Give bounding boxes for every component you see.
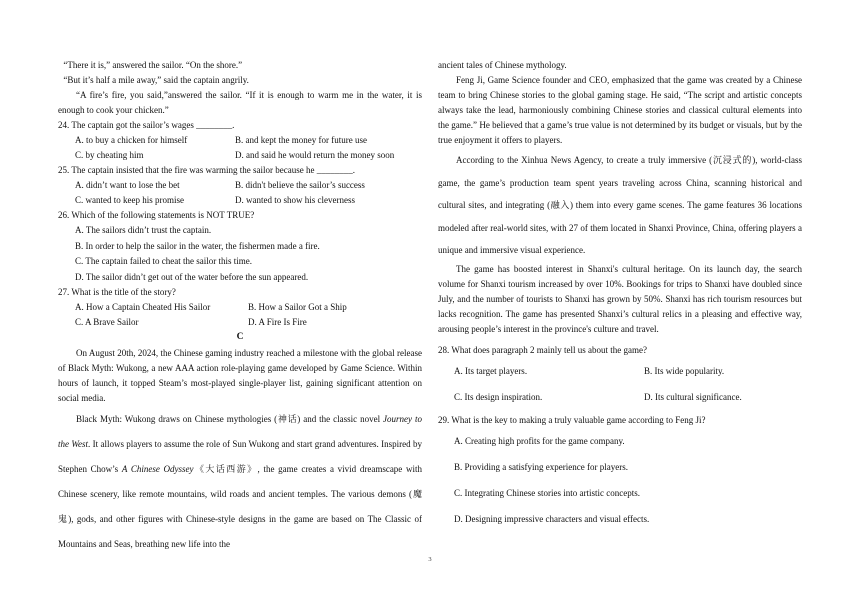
option-c: C. by cheating him (75, 150, 144, 160)
question-stem: 29. What is the key to making a truly valuable game according to Feng Ji? (438, 414, 706, 425)
option-d: D. The sailor didn’t get out of the water before the sun appeared. (75, 271, 309, 282)
question-25 (58, 163, 422, 208)
dialog-line: “A fire’s fire, you said,”answered the sailor. “If it is enough to warm me in the water, it is enough to cook your chicken.” (58, 90, 422, 115)
question-stem: 28. What does paragraph 2 mainly tell us about the game? (438, 344, 648, 355)
options (58, 178, 422, 208)
option-a: A. Creating high profits for the game company. (454, 435, 625, 446)
book-title: Journey to the West (58, 414, 422, 450)
left-column (58, 58, 422, 557)
options (58, 300, 422, 330)
options (438, 428, 802, 532)
question-stem: 24. The captain got the sailor’s wages ________. (58, 120, 235, 130)
question-stem: 27. What is the title of the story? (58, 287, 176, 298)
option-c: C. A Brave Sailor (75, 317, 139, 328)
question-stem: 25. The captain insisted that the fire was warming the sailor because he ________. (58, 165, 355, 175)
question-27 (58, 285, 422, 330)
passage-paragraph: Feng Ji, Game Science founder and CEO, emphasized that the game was created by a Chinese team to bring Chinese stories to the global gaming stage. He said, “The script and artistic concepts always take the lead, harmoniously combining Chinese stories and classical cultural elements into the game.” He believed that a game’s true value is not determined by its budget or visuals, but by the true enjoyment it offers to players. (438, 75, 802, 145)
option-d: D. wanted to show his cleverness (235, 195, 355, 205)
section-heading: C (236, 332, 244, 343)
question-28 (438, 343, 802, 410)
option-c: C. The captain failed to cheat the sailor this time. (75, 256, 253, 267)
option-b: B. and kept the money for future use (235, 135, 367, 145)
option-d: D. Its cultural significance. (644, 391, 742, 402)
option-c: C. Its design inspiration. (454, 391, 543, 402)
option-d: D. A Fire Is Fire (248, 317, 307, 328)
paragraph-text: 《大话西游》, the game creates a vivid dreamscape with Chinese scenery, like remote mountains, wild roads and ancient temples. The various demons (魔鬼), gods, and other figures with Chinese-style designs in the game are based on The Classic of Mountains and Seas, breathing new life into the (58, 464, 422, 550)
question-26 (58, 208, 422, 285)
option-d: D. and said he would return the money soon (235, 150, 395, 160)
paragraph-text: . It allows players to assume the role of Sun Wukong and start grand adventures. Inspired by Stephen Chow’s (58, 439, 422, 475)
option-c: C. wanted to keep his promise (75, 195, 184, 205)
option-b: B. Providing a satisfying experience for players. (454, 461, 628, 472)
options (58, 223, 422, 285)
options (58, 133, 422, 163)
question-24 (58, 118, 422, 163)
option-b: B. In order to help the sailor in the water, the fishermen made a fire. (75, 240, 320, 251)
passage-paragraph: According to the Xinhua News Agency, to create a truly immersive (沉浸式的), world-class game, the game’s production team spent years traveling across China, scanning historical and cultural sites, and integrating (融入) them into every game scenes. The game features 36 locations modeled after real-world sites, with 27 of them located in Shanxi Province, China, offering players a unique and immersive visual experience. (438, 155, 802, 255)
option-b: B. didn't believe the sailor’s success (235, 180, 365, 190)
option-a: A. How a Captain Cheated His Sailor (75, 302, 211, 313)
passage-paragraph: The game has boosted interest in Shanxi's cultural heritage. On its launch day, the search volume for Shanxi tourism increased by over 10%. Bookings for trips to Shanxi have doubled since July, and the number of tourists to Shanxi has grown by 50%. Shanxi has rich tourism resources but lacks recognition. The game has presented Shanxi’s cultural relics in a pleasing and effective way, arousing people’s interest in the province's culture and travel. (438, 263, 802, 334)
options (438, 358, 802, 410)
option-a: A. The sailors didn’t trust the captain. (75, 225, 212, 235)
right-column (438, 58, 802, 532)
option-b: B. Its wide popularity. (644, 365, 725, 376)
dialog-line: “There it is,” answered the sailor. “On the shore.” (63, 60, 243, 70)
passage-paragraph: On August 20th, 2024, the Chinese gaming industry reached a milestone with the global release of Black Myth: Wukong, a new AAA action role-playing game developed by Game Science. Within hours of launch, it topped Steam’s most-played single-player list, gaining significant attention on social media. (58, 348, 422, 404)
passage-paragraph (58, 407, 422, 557)
option-d: D. Designing impressive characters and visual effects. (454, 513, 650, 524)
dialog-line: “But it’s half a mile away,” said the captain angrily. (63, 75, 249, 85)
page-number: 3 (428, 556, 432, 563)
question-29 (438, 413, 802, 532)
film-title: A Chinese Odyssey (121, 464, 194, 475)
option-c: C. Integrating Chinese stories into artistic concepts. (454, 487, 640, 498)
option-a: A. didn’t want to lose the bet (75, 180, 180, 190)
option-b: B. How a Sailor Got a Ship (248, 302, 347, 313)
passage-paragraph: ancient tales of Chinese mythology. (438, 60, 567, 70)
question-stem: 26. Which of the following statements is NOT TRUE? (58, 210, 255, 220)
option-a: A. Its target players. (454, 365, 528, 376)
paragraph-text: Black Myth: Wukong draws on Chinese mythologies (神话) and the classic novel (76, 414, 384, 425)
option-a: A. to buy a chicken for himself (75, 135, 188, 145)
